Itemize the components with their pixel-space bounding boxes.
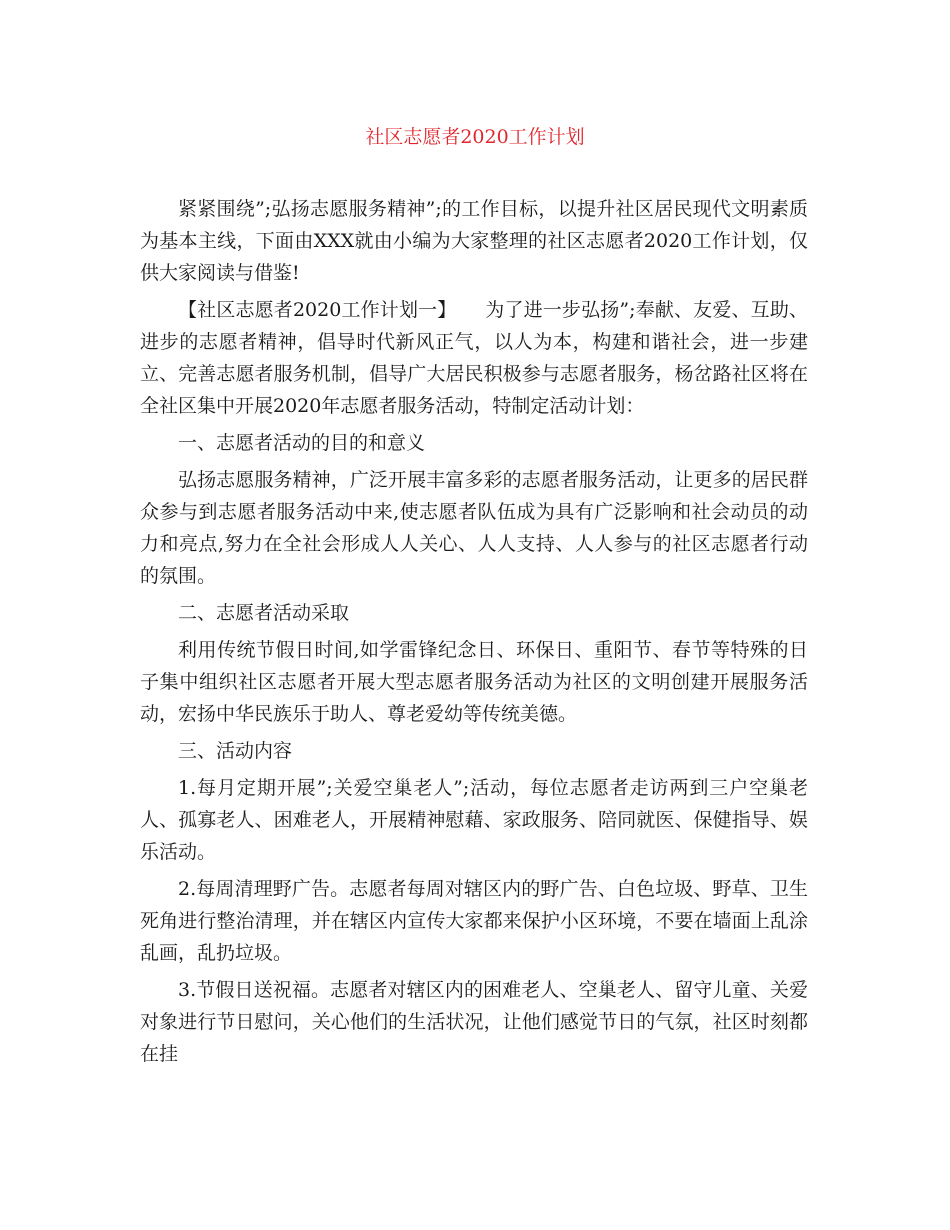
section-heading-content: 三、活动内容 (178, 740, 293, 762)
paragraph-item-1: 1.每月定期开展”;关爱空巢老人”;活动，每位志愿者走访两到三户空巢老人、孤寡老人、困难老人，开展精神慰藉、家政服务、陪同就医、保健指导、娱乐活动。 (140, 777, 808, 863)
section-heading-approach: 二、志愿者活动采取 (178, 602, 350, 624)
section-heading-purpose: 一、志愿者活动的目的和意义 (178, 432, 426, 454)
paragraph-plan-one: 【社区志愿者2020工作计划一】 为了进一步弘扬”;奉献、友爱、互助、进步的志愿者精神，倡导时代新风正气，以人为本，构建和谐社会，进一步建立、完善志愿者服务机制，倡导广大居民积极参与志愿者服务，杨岔路社区将在全社区集中开展2020年志愿者服务活动，特制定活动计划： (140, 299, 808, 417)
paragraph-purpose: 弘扬志愿服务精神，广泛开展丰富多彩的志愿者服务活动，让更多的居民群众参与到志愿者服务活动中来,使志愿者队伍成为具有广泛影响和社会动员的动力和亮点,努力在全社会形成人人关心、人人支持、人人参与的社区志愿者行动的氛围。 (140, 469, 808, 587)
document-body (140, 193, 808, 1075)
paragraph-item-2: 2.每周清理野广告。志愿者每周对辖区内的野广告、白色垃圾、野草、卫生死角进行整治清理，并在辖区内宣传大家都来保护小区环境，不要在墙面上乱涂乱画，乱扔垃圾。 (140, 878, 808, 964)
paragraph-approach: 利用传统节假日时间,如学雷锋纪念日、环保日、重阳节、春节等特殊的日子集中组织社区志愿者开展大型志愿者服务活动为社区的文明创建开展服务活动，宏扬中华民族乐于助人、尊老爱幼等传统美德。 (140, 639, 808, 725)
paragraph-intro: 紧紧围绕”;弘扬志愿服务精神”;的工作目标，以提升社区居民现代文明素质为基本主线，下面由XXX就由小编为大家整理的社区志愿者2020工作计划，仅供大家阅读与借鉴! (140, 198, 808, 284)
document-title: 社区志愿者2020工作计划 (365, 126, 585, 148)
paragraph-item-3: 3.节假日送祝福。志愿者对辖区内的困难老人、空巢老人、留守儿童、关爱对象进行节日慰问，关心他们的生活状况，让他们感觉节日的气氛，社区时刻都在挂 (140, 979, 808, 1065)
